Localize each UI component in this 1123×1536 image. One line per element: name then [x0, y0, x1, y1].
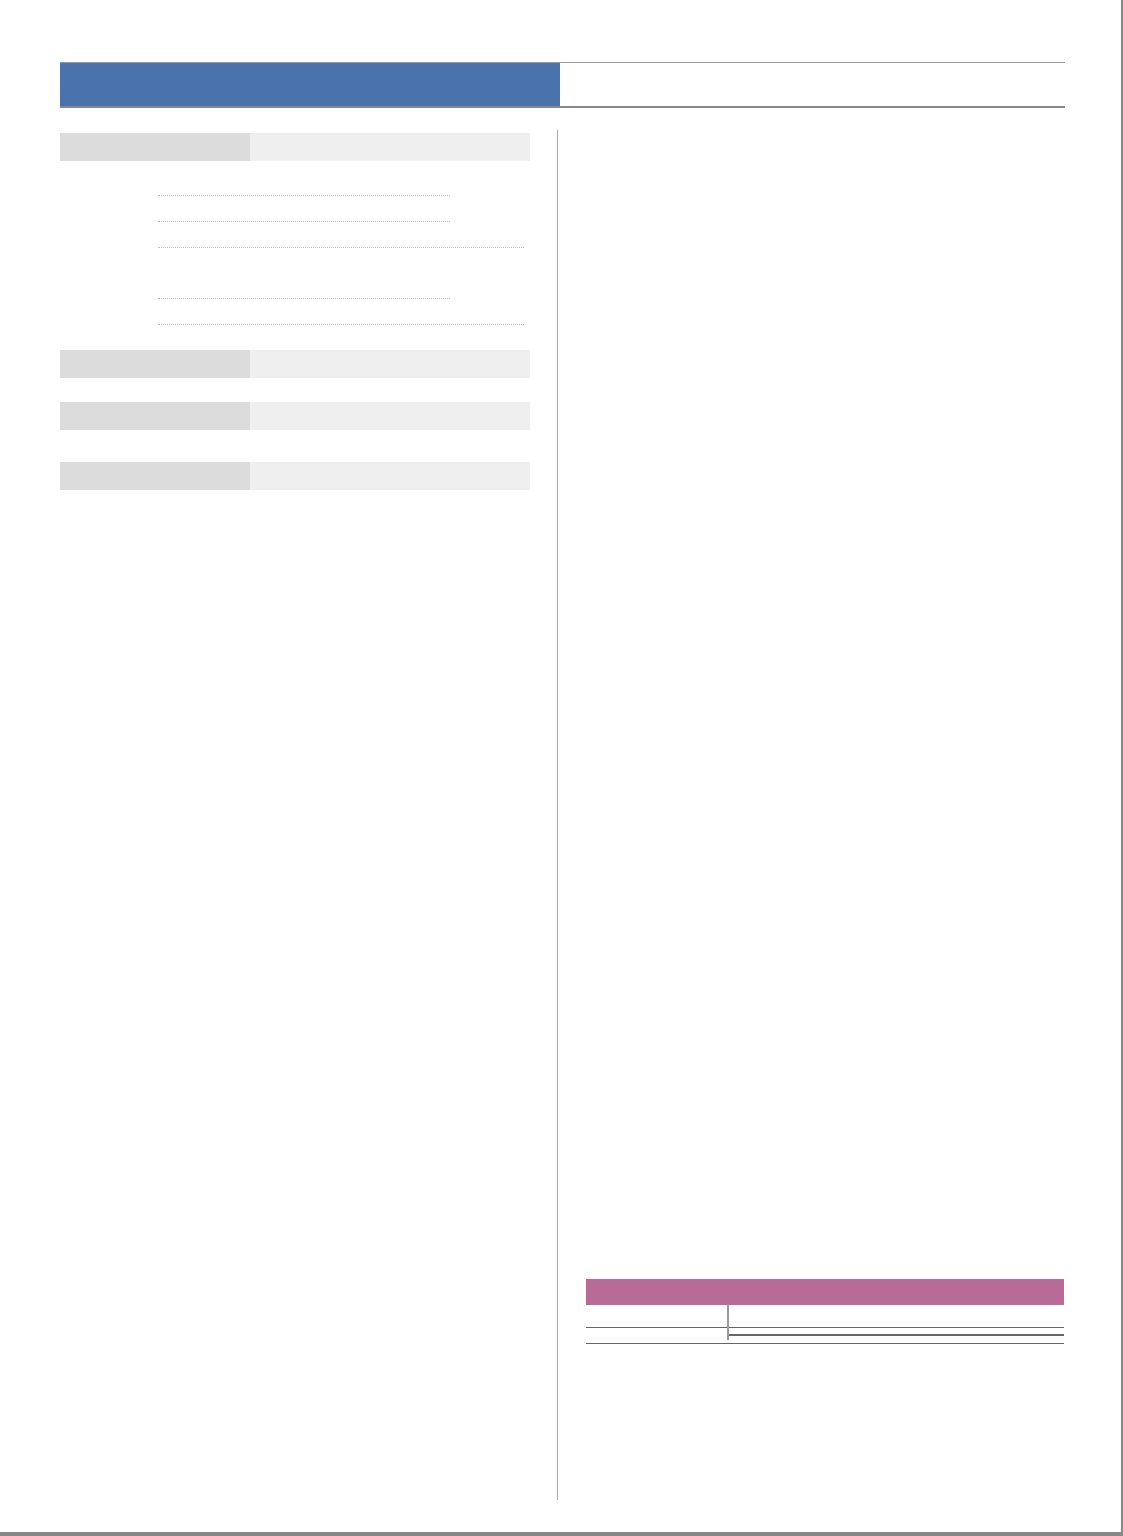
tagline	[560, 63, 1065, 106]
sunday-service-header	[60, 133, 530, 161]
ushers	[737, 1338, 1064, 1340]
service-committee	[586, 1279, 1064, 1348]
usher-header	[729, 1334, 1064, 1336]
order-row	[60, 181, 530, 207]
header-band	[60, 62, 1065, 108]
church-news-column	[586, 128, 1064, 132]
worship-order-column	[60, 133, 530, 502]
mission-fund	[586, 1343, 1064, 1348]
motto	[60, 63, 560, 106]
sunday-evening-header	[60, 350, 530, 378]
order-row	[60, 233, 530, 259]
order-row	[60, 284, 530, 310]
committee-table	[586, 1305, 1064, 1340]
section-title	[60, 133, 250, 161]
committee-title	[586, 1279, 1064, 1305]
wednesday-header	[60, 402, 530, 430]
friday-header	[60, 462, 530, 490]
order-row	[60, 310, 530, 336]
order-row	[60, 207, 530, 233]
order-row-continued	[60, 258, 530, 284]
column-divider	[557, 130, 558, 1500]
